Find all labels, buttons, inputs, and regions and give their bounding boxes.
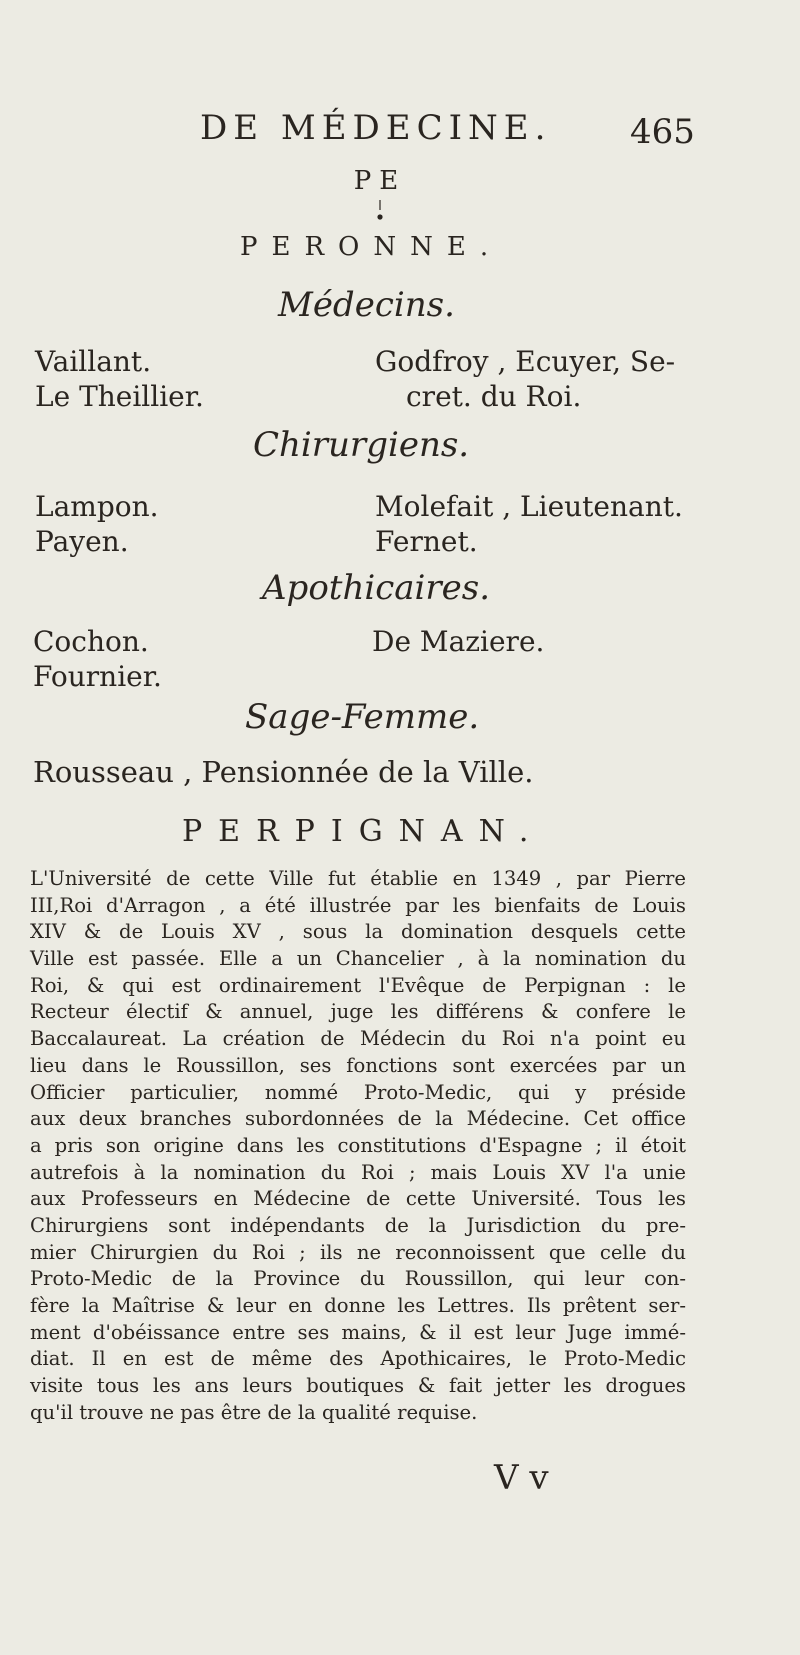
list-item: Godfroy , Ecuyer, Se-	[375, 345, 676, 378]
list-item: Cochon.	[33, 625, 149, 658]
perpignan-paragraph	[30, 866, 686, 1426]
heading-sage-femme: Sage-Femme.	[245, 697, 480, 737]
list-item: Fernet.	[375, 525, 478, 558]
list-item: Molefait , Lieutenant.	[375, 490, 683, 523]
text-line: Baccalaureat. La création de Médecin du Roi n'a point eu	[30, 1027, 686, 1051]
section-heading: PE	[353, 166, 407, 196]
list-item: Rousseau , Pensionnée de la Ville.	[33, 755, 534, 789]
text-line: fère la Maîtrise & leur en donne les Lettres. Ils prêtent ser-	[30, 1294, 686, 1317]
list-item: Le Theillier.	[35, 380, 204, 413]
text-line: qu'il trouve ne pas être de la qualité requise.	[30, 1400, 478, 1424]
text-line: Recteur électif & annuel, juge les différens & confere le	[30, 1000, 686, 1024]
catchword: V v	[494, 1458, 549, 1498]
town-title-peronne: PERONNE.	[240, 232, 503, 262]
text-line: aux Professeurs en Médecine de cette Université. Tous les	[30, 1187, 686, 1211]
town-title-perpignan: PERPIGNAN.	[182, 814, 545, 849]
heading-apothicaires: Apothicaires.	[262, 568, 491, 608]
text-line: lieu dans le Roussillon, ses fonctions sont exercées par un	[30, 1053, 686, 1077]
list-item: Lampon.	[35, 490, 159, 523]
text-line: mier Chirurgien du Roi ; ils ne reconnoissent que celle du	[30, 1240, 686, 1264]
list-item: Payen.	[35, 525, 129, 558]
ornament-mark	[377, 200, 383, 222]
text-line: Officier particulier, nommé Proto-Medic, qui y préside	[30, 1080, 686, 1104]
text-line: L'Université de cette Ville fut établie en 1349 , par Pierre	[30, 867, 686, 890]
text-line: visite tous les ans leurs boutiques & fait jetter les drogues	[30, 1374, 686, 1398]
text-line: aux deux branches subordonnées de la Médecine. Cet office	[30, 1107, 686, 1131]
list-item: cret. du Roi.	[406, 380, 582, 413]
page-number: 465	[630, 112, 695, 152]
list-item: De Maziere.	[372, 625, 545, 658]
running-head: DE MÉDECINE.	[200, 108, 552, 148]
text-line: Proto-Medic de la Province du Roussillon, qui leur con-	[30, 1267, 686, 1291]
text-line: Ville est passée. Elle a un Chancelier , à la nomination du	[30, 947, 686, 971]
text-line: diat. Il en est de même des Apothicaires, le Proto-Medic	[30, 1347, 686, 1371]
heading-chirurgiens: Chirurgiens.	[253, 425, 470, 465]
text-line: Roi, & qui est ordinairement l'Evêque de Perpignan : le	[30, 973, 686, 997]
text-line: Chirurgiens sont indépendants de la Jurisdiction du pre-	[30, 1213, 686, 1237]
text-line: XIV & de Louis XV , sous la domination desquels cette	[30, 920, 686, 944]
list-item: Vaillant.	[35, 345, 152, 378]
text-line: a pris son origine dans les constitutions d'Espagne ; il étoit	[30, 1133, 686, 1157]
text-line: III,Roi d'Arragon , a été illustrée par les bienfaits de Louis	[30, 893, 686, 917]
text-line: autrefois à la nomination du Roi ; mais Louis XV l'a unie	[30, 1160, 686, 1184]
heading-medecins: Médecins.	[278, 285, 455, 325]
text-line: ment d'obéissance entre ses mains, & il est leur Juge immé-	[30, 1320, 686, 1344]
list-item: Fournier.	[33, 660, 162, 693]
